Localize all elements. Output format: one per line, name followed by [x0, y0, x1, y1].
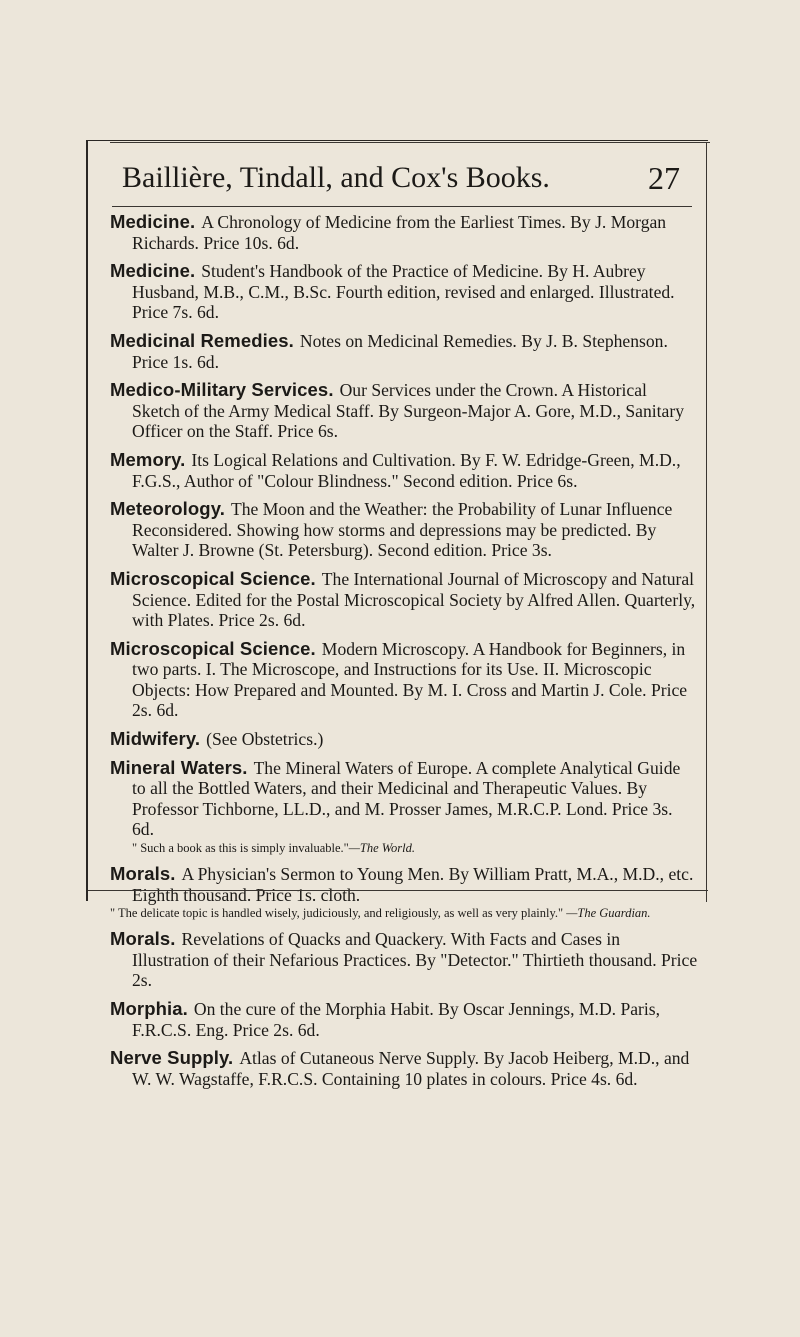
list-item — [110, 212, 698, 253]
entry-text: The International Journal of Microscopy and Natural Science. Edited for the Postal Microscopical Society by Alfred Allen. Quarterly, with Plates. Price 2s. 6d. — [132, 568, 696, 631]
entry-heading: Morphia. — [110, 998, 188, 1019]
list-item — [110, 864, 698, 921]
quote-text: " Such a book as this is simply invaluable." — [132, 841, 349, 856]
entry-heading: Microscopical Science. — [110, 567, 316, 589]
quote-source: —The Guardian. — [566, 906, 651, 921]
entry-heading: Medicine. — [110, 260, 196, 282]
list-item — [110, 499, 698, 561]
list-item — [110, 758, 698, 856]
list-item — [110, 1048, 698, 1089]
entry-text: Student's Handbook of the Practice of Medicine. By H. Aubrey Husband, M.B., C.M., B.Sc. Fourth edition, revised and enlarged. Illustrated. Price 7s. 6d. — [132, 261, 675, 323]
list-item — [110, 569, 698, 631]
list-item — [110, 929, 698, 991]
entry-heading: Medicinal Remedies. — [110, 329, 294, 351]
entry-text: Our Services under the Crown. A Historical Sketch of the Army Medical Staff. By Surgeon-Major A. Gore, M.D., Sanitary Officer on the Staff. Price 6s. — [132, 380, 685, 442]
entry-heading: Meteorology. — [110, 498, 225, 520]
entry-text: The Mineral Waters of Europe. A complete Analytical Guide to all the Bottled Waters, and their Medicinal and Therapeutic Values. By Professor Tichborne, LL.D., and M. Prosser James, M.R.C.P. Lond. Price 3s. 6d. — [132, 757, 681, 840]
page-top-rule — [110, 142, 710, 143]
list-item — [110, 380, 698, 442]
list-item — [110, 999, 698, 1040]
entry-heading: Medico-Military Services. — [110, 379, 334, 401]
entry-text: Revelations of Quacks and Quackery. With Facts and Cases in Illustration of their Nefarious Practices. By "Detector." Thirtieth thousand. Price 2s. — [132, 929, 698, 991]
entry-text: A Physician's Sermon to Young Men. By William Pratt, M.A., M.D., etc. Eighth thousand. Price 1s. cloth. — [132, 864, 694, 905]
entry-text: The Moon and the Weather: the Probability of Lunar Influence Reconsidered. Showing how storms and depressions may be predicted. By Walter J. Browne (St. Petersburg). Second edition. Price 3s. — [132, 499, 673, 561]
list-item — [110, 729, 698, 750]
quote-source: —The World. — [348, 841, 416, 856]
entry-heading: Memory. — [110, 448, 186, 470]
page-right-edge — [706, 142, 707, 902]
list-item — [110, 639, 698, 721]
entry-heading: Nerve Supply. — [110, 1047, 234, 1069]
page-bottom-rule — [88, 890, 708, 891]
entry-heading: Morals. — [110, 928, 176, 950]
page-number: 27 — [648, 160, 680, 196]
entry-heading: Morals. — [110, 863, 176, 885]
entry-heading: Midwifery. — [110, 728, 201, 750]
header-rule — [112, 206, 692, 207]
entry-text: On the cure of the Morphia Habit. By Oscar Jennings, M.D. Paris, F.R.C.S. Eng. Price 2s. 6d. — [132, 999, 661, 1040]
entry-text: Its Logical Relations and Cultivation. By F. W. Edridge-Green, M.D., F.G.S., Author of "Colour Blindness." Second edition. Price 6s. — [132, 449, 681, 491]
review-quote — [110, 905, 698, 921]
entry-heading: Microscopical Science. — [110, 637, 316, 659]
list-item — [110, 261, 698, 323]
entry-text: Modern Microscopy. A Handbook for Beginners, in two parts. I. The Microscope, and Instructions for its Use. II. Microscopic Objects: How Prepared and Mounted. By M. I. Cross and Martin J. Cole. Price 2s. 6d. — [132, 638, 688, 721]
entry-text: A Chronology of Medicine from the Earliest Times. By J. Morgan Richards. Price 10s. 6d. — [132, 212, 667, 253]
book-list — [110, 212, 698, 1097]
list-item — [110, 450, 698, 491]
entry-text: Notes on Medicinal Remedies. By J. B. Stephenson. Price 1s. 6d. — [132, 330, 668, 372]
entry-text: (See Obstetrics.) — [206, 729, 324, 750]
review-quote — [132, 840, 698, 856]
quote-text: " The delicate topic is handled wisely, judiciously, and religiously, as well as very plainly." — [110, 906, 564, 921]
header-title: Baillière, Tindall, and Cox's Books. — [122, 161, 550, 194]
entry-heading: Mineral Waters. — [110, 756, 248, 778]
list-item — [110, 331, 698, 372]
entry-heading: Medicine. — [110, 211, 196, 232]
entry-text: Atlas of Cutaneous Nerve Supply. By Jacob Heiberg, M.D., and W. W. Wagstaffe, F.R.C.S. Containing 10 plates in colours. Price 4s. 6d. — [132, 1048, 690, 1089]
